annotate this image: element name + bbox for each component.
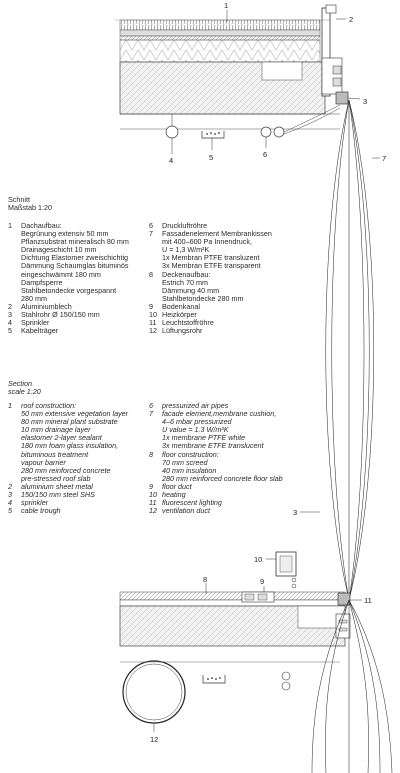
legend-item: 6 pressurized air pipes <box>149 401 229 410</box>
section-heading: Section scale 1:20 <box>8 379 41 397</box>
legend-item: 3 150/150 mm steel SHS <box>8 490 95 500</box>
legend-item: 8 Deckenaufbau: Estrich 70 mm Dämmung 40 mm Stahlbetondecke 280 mm <box>149 269 244 303</box>
callout-12: 12 <box>150 735 159 744</box>
legend-item: 10 heating <box>149 490 186 500</box>
legend-item: 9 floor duct <box>149 481 192 491</box>
callout-9: 9 <box>260 577 265 586</box>
parapet-aluminium-sheet <box>322 5 342 96</box>
section-legend-col2 <box>149 402 299 515</box>
cable-trough <box>202 131 224 138</box>
floor-construction <box>120 592 345 646</box>
legend-item: 4 Sprinkler <box>8 318 50 328</box>
legend-item: 7 Fassadenelement Membrankissen mit 400–600 Pa Innendruck, U = 1,3 W/m²K 1x Membran PTFE transluzent 3x Membran ETFE transparent <box>149 229 272 271</box>
legend-item: 5 Kabelträger <box>8 326 59 336</box>
callout-2: 2 <box>349 15 354 24</box>
callout-3-mid: 3 <box>293 508 298 517</box>
callout-5: 5 <box>209 153 214 162</box>
steel-shs-bottom <box>338 593 350 605</box>
substrate-layer <box>120 30 320 36</box>
schnitt-legend-col1 <box>8 222 143 335</box>
callout-4: 4 <box>169 156 174 165</box>
legend-item: 2 aluminium sheet metal <box>8 481 93 491</box>
legend-item: 1 roof construction: 50 mm extensive vegetation layer 80 mm mineral plant substrate 10 mm drainage layer elastomer 2-layer sealant 180 mm foam glass insulation, bituminous treatment vapour barrier 280 mm reinforced concrete pre-stressed roof slab <box>8 401 129 483</box>
membrane-cushion <box>326 100 374 600</box>
cable-trough-lower <box>203 675 225 683</box>
drainage-layer <box>120 36 320 40</box>
schnitt-heading: Schnitt Maßstab 1:20 <box>8 195 52 213</box>
legend-item: 12 Lüftungsrohr <box>149 326 203 336</box>
heating <box>276 552 296 588</box>
callout-10: 10 <box>254 555 263 564</box>
legend-item: 8 floor construction: 70 mm screed 40 mm insulation 280 mm reinforced concrete floor slab <box>149 449 283 483</box>
section-legend-col1 <box>8 402 148 515</box>
callout-6: 6 <box>263 150 268 159</box>
callout-1: 1 <box>224 1 229 10</box>
callout-3-top: 3 <box>363 97 368 106</box>
legend-item: 12 ventilation duct <box>149 506 210 516</box>
steel-shs-top <box>336 92 348 104</box>
sprinkler <box>120 114 340 138</box>
air-pipes-lower <box>282 672 290 690</box>
legend-item: 2 Aluminiumblech <box>8 301 72 311</box>
screed <box>120 592 345 600</box>
legend-item: 4 sprinkler <box>8 498 49 508</box>
legend-item: 9 Bodenkanal <box>149 301 200 311</box>
callout-8: 8 <box>203 575 208 584</box>
callout-7: 7 <box>382 154 387 163</box>
legend-item: 10 Heizkörper <box>149 310 197 320</box>
vegetation-layer <box>120 20 320 30</box>
slab-recess <box>262 62 302 80</box>
ventilation-duct <box>123 661 185 723</box>
legend-item: 1 Dachaufbau: Begrünung extensiv 50 mm Pflanzsubstrat mineralisch 80 mm Drainageschicht 10 mm Dichtung Elastomer zweischichtig Dämmung Schaumglas bituminös eingeschwämmt 180 mm Dampfsperre Stahlbetondecke vorgespannt 280 mm <box>8 221 129 303</box>
legend-item: 7 facade element,membrane cushion, 4–6 mbar pressurized U value = 1.3 W/m²K 1x membrane PTFE white 3x membrane ETFE translucent <box>149 409 277 451</box>
legend-item: 3 Stahlrohr Ø 150/150 mm <box>8 310 100 320</box>
schnitt-legend-col2 <box>149 222 299 335</box>
roof-construction <box>120 20 340 114</box>
legend-item: 6 Druckluftröhre <box>149 221 208 230</box>
legend-item: 5 cable trough <box>8 506 61 516</box>
insulation <box>120 600 345 606</box>
legend-item: 11 fluorescent lighting <box>149 498 222 508</box>
foam-glass-insulation <box>120 40 320 62</box>
floor-duct <box>242 592 274 602</box>
callout-11: 11 <box>364 596 372 605</box>
legend-item: 11 Leuchtstoffröhre <box>149 318 214 328</box>
